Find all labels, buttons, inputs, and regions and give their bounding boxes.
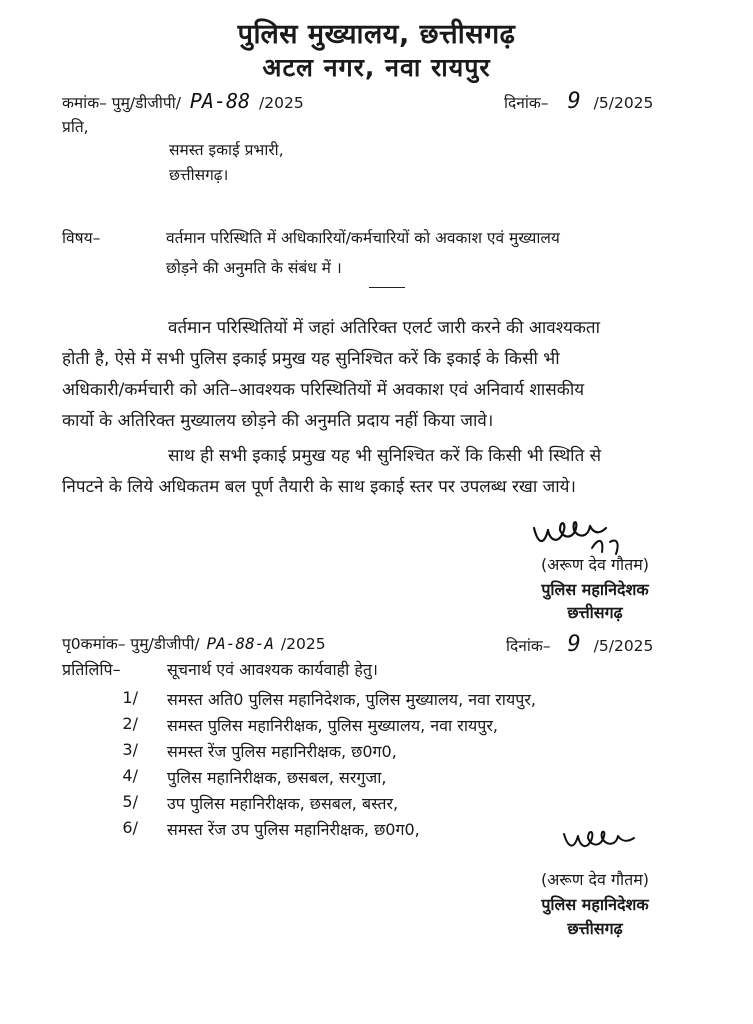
sign1-state: छत्तीसगढ़: [567, 603, 623, 622]
ref2-label: पृ0कमांक– पुमु/डीजीपी/: [62, 635, 200, 653]
ref2-date-rest: /5/2025: [593, 637, 654, 655]
ref-handwritten-number: PA-88: [189, 89, 251, 113]
para1-line1: वर्तमान परिस्थितियों में जहां अतिरिक्त एलर्ट जारी करने की आवश्यकता: [168, 318, 600, 338]
sign1-name: (अरूण देव गौतम): [540, 555, 650, 574]
copy-item-num: 4/: [122, 766, 138, 785]
office-title: पुलिस मुख्यालय, छत्तीसगढ़: [237, 19, 516, 50]
subject-line1: वर्तमान परिस्थिति में अधिकारियों/कर्मचारियों को अवकाश एवं मुख्यालय: [166, 229, 560, 247]
ref2-number-line: [62, 632, 326, 654]
copy-intro: सूचनार्थ एवं आवश्यक कार्यवाही हेतु।: [167, 660, 379, 679]
to-line2: छत्तीसगढ़।: [169, 166, 229, 184]
sign1-designation: पुलिस महानिदेशक: [541, 580, 649, 599]
copy-label: प्रतिलिपि–: [62, 660, 121, 679]
copy-item-text: पुलिस महानिरीक्षक, छसबल, सरगुजा,: [167, 768, 387, 787]
sign2-name: (अरूण देव गौतम): [540, 870, 650, 889]
ref-date-label: दिनांक–: [504, 94, 549, 112]
to-line1: समस्त इकाई प्रभारी,: [169, 141, 284, 159]
para2-line1: साथ ही सभी इकाई प्रमुख यह भी सुनिश्चित करें कि किसी भी स्थिति से: [168, 446, 602, 466]
copy-item-text: समस्त अति0 पुलिस महानिदेशक, पुलिस मुख्यालय, नवा रायपुर,: [167, 690, 536, 709]
copy-item-text: समस्त पुलिस महानिरीक्षक, पुलिस मुख्यालय, नवा रायपुर,: [167, 716, 498, 735]
para1-line4: कार्यो के अतिरिक्त मुख्यालय छोड़ने की अनुमति प्रदाय नहीं किया जावे।: [62, 411, 494, 431]
subject-divider: [369, 287, 405, 288]
ref2-date: [506, 632, 653, 657]
copy-item-text: उप पुलिस महानिरीक्षक, छसबल, बस्तर,: [167, 794, 399, 813]
ref-label: कमांक– पुमु/डीजीपी/: [62, 94, 181, 112]
office-address: अटल नगर, नवा रायपुर: [262, 53, 491, 82]
copy-item-text: समस्त रेंज पुलिस महानिरीक्षक, छ0ग0,: [167, 742, 397, 761]
ref-date-rest: /5/2025: [593, 94, 654, 112]
signature-2: [560, 822, 650, 867]
subject-line2: छोड़ने की अनुमति के संबंध में ।: [166, 259, 342, 277]
ref2-handwritten-number: PA-88-A: [206, 634, 274, 653]
ref2-year: /2025: [280, 635, 326, 653]
ref2-date-day: 9: [567, 632, 581, 657]
para2-line2: निपटने के लिये अधिकतम बल पूर्ण तैयारी के साथ इकाई स्तर पर उपलब्ध रखा जाये।: [62, 477, 576, 497]
para1-line3: अधिकारी/कर्मचारी को अति–आवश्यक परिस्थितियों में अवकाश एवं अनिवार्य शासकीय: [62, 380, 585, 400]
copy-item-num: 5/: [122, 792, 138, 811]
ref-number-line: [62, 89, 304, 113]
ref-date: [504, 89, 653, 114]
subject-label: विषय–: [62, 229, 101, 247]
ref-date-day: 9: [567, 89, 581, 114]
copy-item-num: 3/: [122, 740, 138, 759]
ref-year: /2025: [259, 94, 304, 112]
copy-item-text: समस्त रेंज उप पुलिस महानिरीक्षक, छ0ग0,: [167, 820, 420, 839]
para1-line2: होती है, ऐसे में सभी पुलिस इकाई प्रमुख यह सुनिश्चित करें कि इकाई के किसी भी: [62, 349, 560, 369]
ref2-date-label: दिनांक–: [506, 637, 551, 655]
sign2-state: छत्तीसगढ़: [567, 919, 623, 938]
sign2-designation: पुलिस महानिदेशक: [541, 895, 649, 914]
copy-item-num: 6/: [122, 818, 138, 837]
copy-item-num: 1/: [122, 688, 138, 707]
copy-item-num: 2/: [122, 714, 138, 733]
to-prefix: प्रति,: [62, 118, 89, 136]
